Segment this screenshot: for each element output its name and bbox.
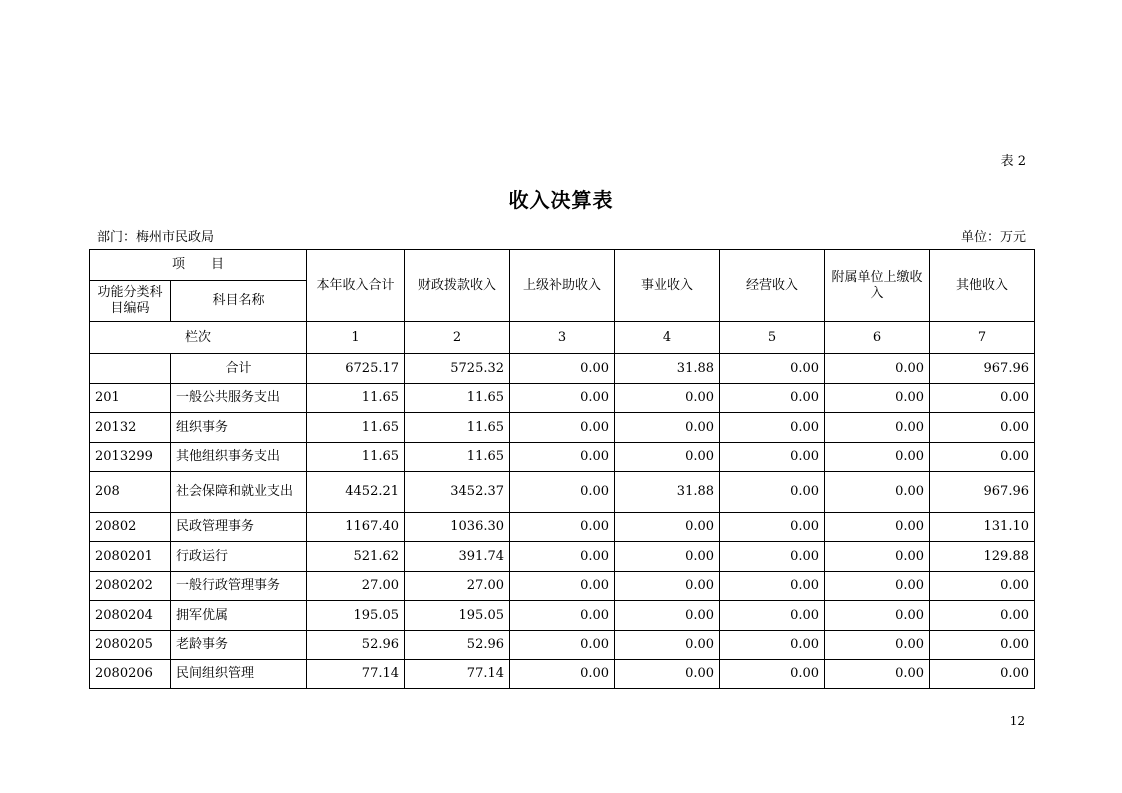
row-value: 52.96: [405, 631, 510, 660]
row-value: 0.00: [930, 443, 1035, 472]
row-value: 195.05: [307, 601, 405, 631]
income-table: [89, 249, 1035, 689]
row-value: 0.00: [615, 572, 720, 601]
table-row: [90, 601, 1035, 631]
table-row: [90, 413, 1035, 443]
total-value: 31.88: [615, 354, 720, 384]
row-code: 2080202: [90, 572, 171, 601]
header-fiscal: 财政拨款收入: [405, 250, 510, 322]
row-value: 27.00: [405, 572, 510, 601]
page-title: 收入决算表: [508, 188, 614, 212]
table-row: [90, 660, 1035, 689]
row-value: 0.00: [930, 384, 1035, 413]
row-name: 民政管理事务: [171, 513, 307, 542]
row-name: 其他组织事务支出: [171, 443, 307, 472]
row-value: 0.00: [930, 413, 1035, 443]
row-name: 组织事务: [171, 413, 307, 443]
table-body: [90, 250, 1035, 689]
row-value: 0.00: [615, 443, 720, 472]
row-value: 1036.30: [405, 513, 510, 542]
row-value: 391.74: [405, 542, 510, 572]
page-number: 12: [1009, 714, 1025, 728]
row-value: 0.00: [930, 631, 1035, 660]
header-affiliated: 附属单位上缴收入: [825, 250, 930, 322]
row-value: 52.96: [307, 631, 405, 660]
row-code: 2013299: [90, 443, 171, 472]
row-value: 131.10: [930, 513, 1035, 542]
row-code: 2080201: [90, 542, 171, 572]
row-value: 0.00: [720, 601, 825, 631]
header-name: 科目名称: [171, 281, 307, 322]
total-code-cell: [90, 354, 171, 384]
total-value: 6725.17: [307, 354, 405, 384]
row-value: 0.00: [615, 542, 720, 572]
header-other: 其他收入: [930, 250, 1035, 322]
row-value: 0.00: [825, 542, 930, 572]
seq-num: 7: [930, 322, 1035, 354]
table-row: [90, 384, 1035, 413]
row-value: 0.00: [930, 601, 1035, 631]
total-value: 0.00: [510, 354, 615, 384]
table-row: [90, 631, 1035, 660]
row-value: 3452.37: [405, 472, 510, 513]
header-operating: 经营收入: [720, 250, 825, 322]
row-value: 0.00: [615, 631, 720, 660]
row-value: 11.65: [307, 413, 405, 443]
row-value: 0.00: [825, 660, 930, 689]
row-value: 0.00: [510, 384, 615, 413]
seq-num: 6: [825, 322, 930, 354]
row-value: 195.05: [405, 601, 510, 631]
row-value: 0.00: [825, 384, 930, 413]
row-value: 0.00: [510, 601, 615, 631]
row-name: 一般公共服务支出: [171, 384, 307, 413]
row-code: 2080206: [90, 660, 171, 689]
row-value: 0.00: [825, 443, 930, 472]
row-value: 0.00: [510, 443, 615, 472]
row-value: 11.65: [405, 413, 510, 443]
row-value: 0.00: [825, 572, 930, 601]
row-value: 0.00: [825, 413, 930, 443]
row-name: 社会保障和就业支出: [171, 472, 307, 513]
row-code: 2080205: [90, 631, 171, 660]
row-value: 77.14: [405, 660, 510, 689]
header-subsidy: 上级补助收入: [510, 250, 615, 322]
row-name: 拥军优属: [171, 601, 307, 631]
row-value: 31.88: [615, 472, 720, 513]
row-value: 0.00: [720, 472, 825, 513]
total-value: 5725.32: [405, 354, 510, 384]
seq-num: 2: [405, 322, 510, 354]
row-value: 11.65: [307, 384, 405, 413]
row-value: 0.00: [930, 660, 1035, 689]
row-value: 0.00: [720, 443, 825, 472]
header-item: 项 目: [90, 250, 307, 281]
row-value: 11.65: [307, 443, 405, 472]
row-code: 2080204: [90, 601, 171, 631]
row-value: 0.00: [510, 542, 615, 572]
table-row: [90, 572, 1035, 601]
row-value: 0.00: [510, 572, 615, 601]
row-value: 0.00: [720, 542, 825, 572]
header-code: 功能分类科目编码: [90, 281, 171, 322]
row-value: 0.00: [825, 631, 930, 660]
row-value: 4452.21: [307, 472, 405, 513]
row-code: 20802: [90, 513, 171, 542]
row-value: 0.00: [720, 513, 825, 542]
row-code: 20132: [90, 413, 171, 443]
row-value: 0.00: [720, 384, 825, 413]
seq-num: 1: [307, 322, 405, 354]
row-code: 201: [90, 384, 171, 413]
total-value: 0.00: [720, 354, 825, 384]
row-value: 1167.40: [307, 513, 405, 542]
row-value: 0.00: [825, 472, 930, 513]
unit-label: 单位：万元: [960, 230, 1026, 245]
header-total: 本年收入合计: [307, 250, 405, 322]
row-value: 0.00: [720, 413, 825, 443]
row-value: 0.00: [720, 660, 825, 689]
header-row-1: [90, 250, 1035, 281]
row-value: 967.96: [930, 472, 1035, 513]
seq-num: 5: [720, 322, 825, 354]
row-value: 0.00: [510, 660, 615, 689]
table-number: 表 2: [1000, 154, 1026, 169]
row-value: 0.00: [930, 572, 1035, 601]
row-code: 208: [90, 472, 171, 513]
seq-num: 4: [615, 322, 720, 354]
seq-label: 栏次: [90, 322, 307, 354]
row-value: 0.00: [615, 660, 720, 689]
row-value: 129.88: [930, 542, 1035, 572]
row-value: 27.00: [307, 572, 405, 601]
row-name: 老龄事务: [171, 631, 307, 660]
department-label: 部门：梅州市民政局: [97, 230, 215, 245]
row-value: 0.00: [615, 413, 720, 443]
seq-num: 3: [510, 322, 615, 354]
row-value: 77.14: [307, 660, 405, 689]
row-name: 民间组织管理: [171, 660, 307, 689]
table-row: [90, 443, 1035, 472]
row-value: 0.00: [720, 572, 825, 601]
row-value: 0.00: [615, 384, 720, 413]
row-value: 11.65: [405, 443, 510, 472]
seq-row: [90, 322, 1035, 354]
row-name: 行政运行: [171, 542, 307, 572]
total-value: 0.00: [825, 354, 930, 384]
table-row: [90, 472, 1035, 513]
total-row: [90, 354, 1035, 384]
row-value: 11.65: [405, 384, 510, 413]
table-row: [90, 513, 1035, 542]
row-value: 0.00: [510, 413, 615, 443]
row-value: 0.00: [510, 472, 615, 513]
row-name: 一般行政管理事务: [171, 572, 307, 601]
row-value: 0.00: [510, 513, 615, 542]
header-business: 事业收入: [615, 250, 720, 322]
row-value: 0.00: [720, 631, 825, 660]
total-value: 967.96: [930, 354, 1035, 384]
row-value: 0.00: [510, 631, 615, 660]
row-value: 521.62: [307, 542, 405, 572]
row-value: 0.00: [825, 513, 930, 542]
row-value: 0.00: [825, 601, 930, 631]
total-label: 合计: [171, 354, 307, 384]
row-value: 0.00: [615, 601, 720, 631]
row-value: 0.00: [615, 513, 720, 542]
table-row: [90, 542, 1035, 572]
